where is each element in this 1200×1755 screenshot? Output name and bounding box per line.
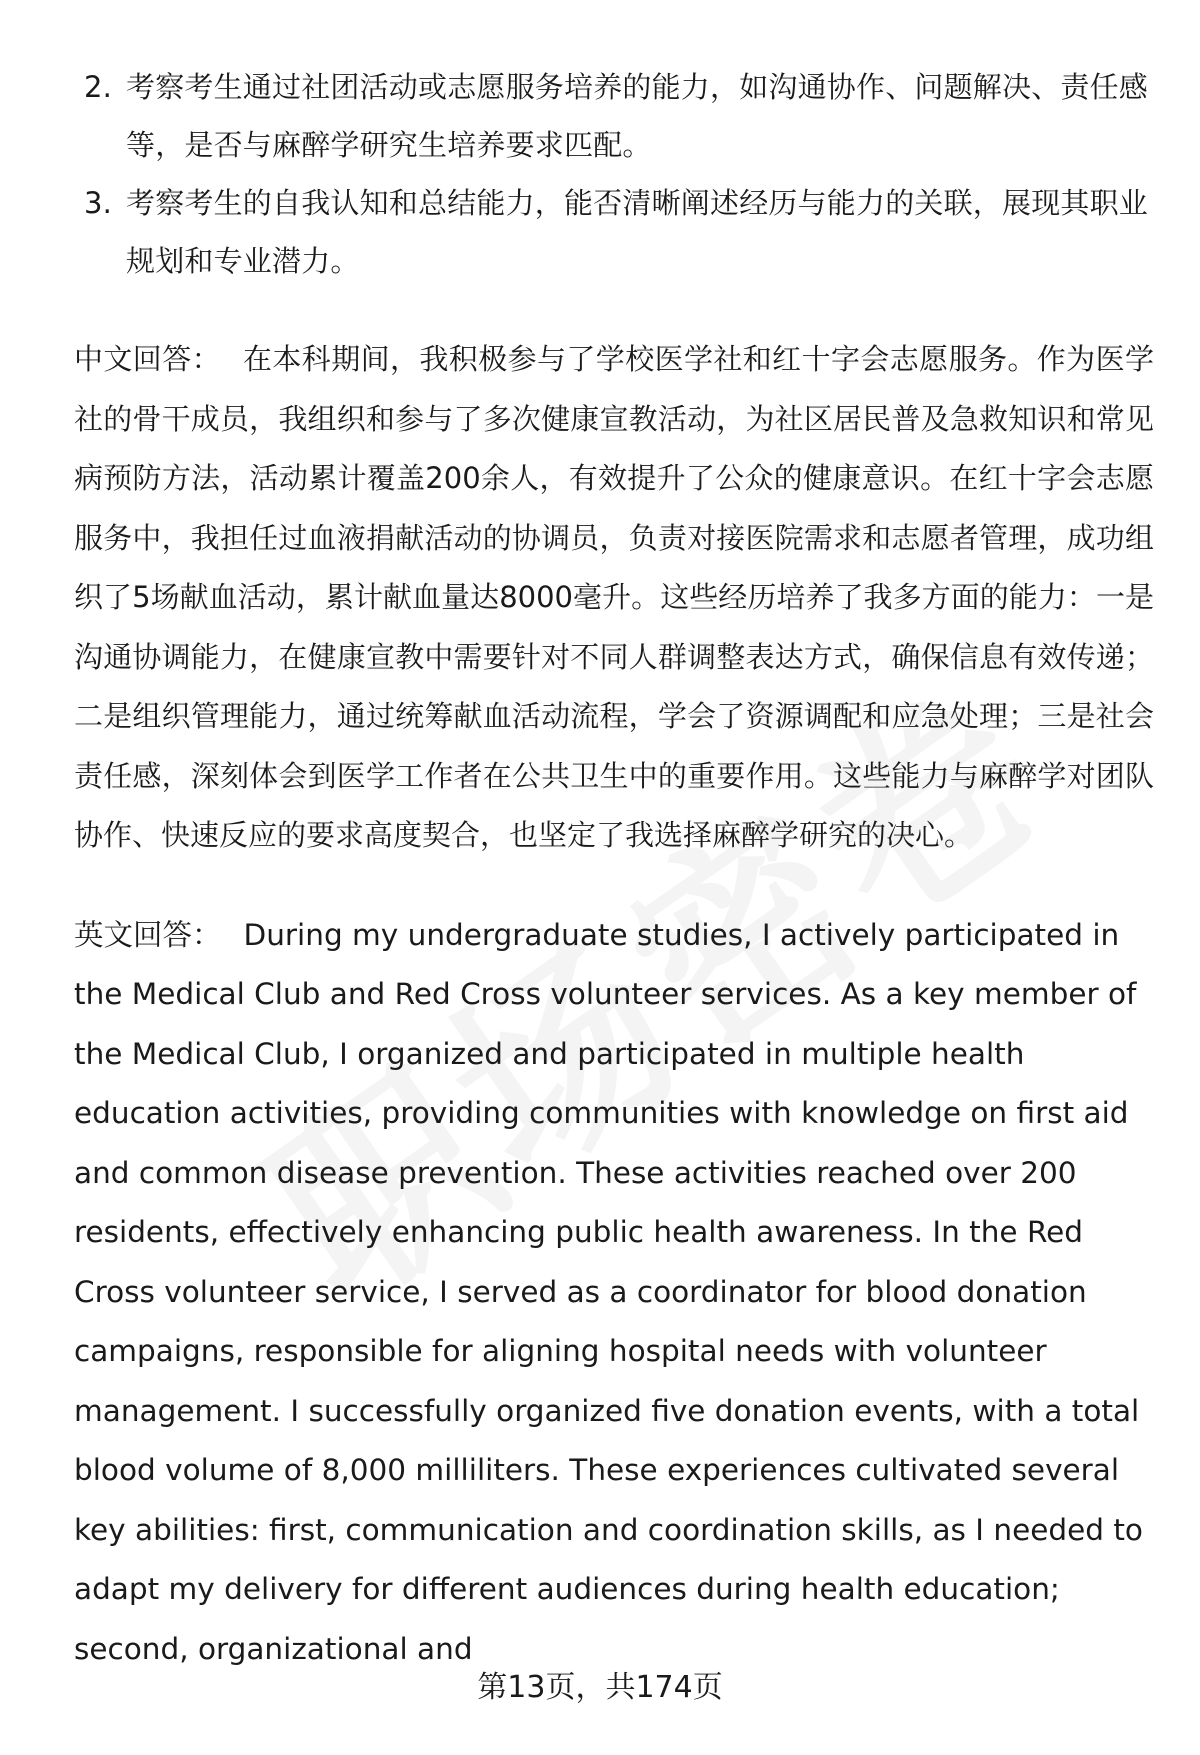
criteria-number: 3. <box>84 186 113 220</box>
criteria-text: 考察考生的自我认知和总结能力，能否清晰阐述经历与能力的关联，展现其职业规划和专业潜力。 <box>126 186 1149 278</box>
english-answer <box>74 906 1154 1680</box>
chinese-answer-text: 在本科期间，我积极参与了学校医学社和红十字会志愿服务。作为医学社的骨干成员，我组织和参与了多次健康宣教活动，为社区居民普及急救知识和常见病预防方法，活动累计覆盖200余人，有效提升了公众的健康意识。在红十字会志愿服务中，我担任过血液捐献活动的协调员，负责对接医院需求和志愿者管理，成功组织了5场献血活动，累计献血量达8000毫升。这些经历培养了我多方面的能力：一是沟通协调能力，在健康宣教中需要针对不同人群调整表达方式，确保信息有效传递；二是组织管理能力，通过统筹献血活动流程，学会了资源调配和应急处理；三是社会责任感，深刻体会到医学工作者在公共卫生中的重要作用。这些能力与麻醉学对团队协作、快速反应的要求高度契合，也坚定了我选择麻醉学研究的决心。 <box>74 342 1154 852</box>
english-answer-label: 英文回答： <box>74 917 222 952</box>
assessment-criteria-list <box>74 58 1154 290</box>
page-number: 第13页，共174页 <box>477 1670 723 1705</box>
page-content <box>74 58 1154 1679</box>
english-answer-text: During my undergraduate studies, I actively participated in the Medical Club and Red Cross volunteer services. As a key member of the Medical Club, I organized and participated in multiple health education activities, providing communities with knowledge on first aid and common disease prevention. These activities reached over 200 residents, effectively enhancing public health awareness. In the Red Cross volunteer service, I served as a coordinator for blood donation campaigns, responsible for aligning hospital needs with volunteer management. I successfully organized five donation events, with a total blood volume of 8,000 milliliters. These experiences cultivated several key abilities: first, communication and coordination skills, as I needed to adapt my delivery for different audiences during health education; second, organizational and <box>74 917 1143 1666</box>
criteria-item <box>74 174 1154 290</box>
chinese-answer <box>74 330 1154 866</box>
criteria-number: 2. <box>84 70 113 104</box>
chinese-answer-label: 中文回答： <box>74 342 221 376</box>
criteria-item <box>74 58 1154 174</box>
criteria-text: 考察考生通过社团活动或志愿服务培养的能力，如沟通协作、问题解决、责任感等，是否与麻醉学研究生培养要求匹配。 <box>126 70 1149 162</box>
